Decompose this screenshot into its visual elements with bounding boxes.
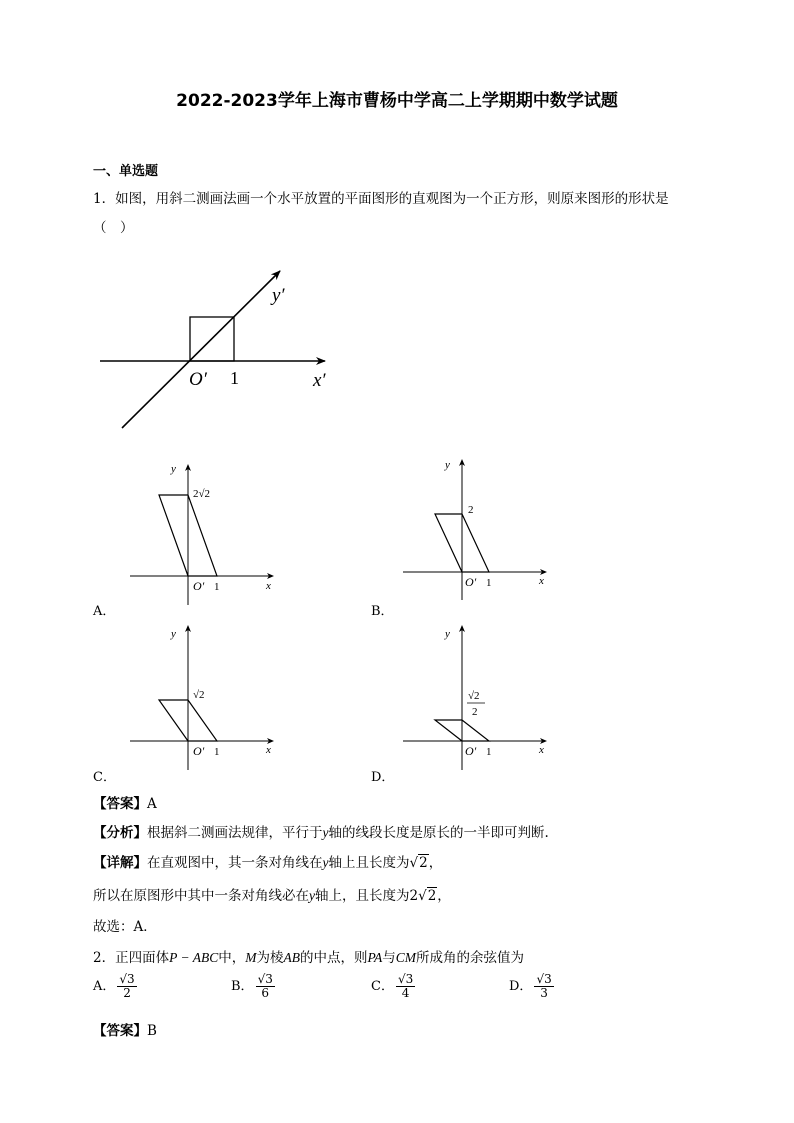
q2-answer: 【答案】B — [93, 1023, 157, 1039]
y-prime-axis — [122, 271, 280, 428]
svg-text:y: y — [171, 628, 176, 640]
option-a-letter: A． — [93, 604, 116, 619]
svg-text:O′: O′ — [193, 579, 205, 593]
svg-text:1: 1 — [214, 581, 220, 593]
svg-text:x: x — [539, 744, 544, 756]
option-d-figure — [398, 620, 553, 775]
q1-detail: 【详解】在直观图中，其一条对角线在y轴上且长度为√2， — [93, 855, 443, 871]
q2-option-b: B． $\frac{√3}{6}$ — [231, 972, 273, 1000]
height-label-a: 2√2 — [193, 488, 211, 500]
q2-option-c: C． $\frac{√3}{4}$ — [371, 972, 414, 1000]
one-label: 1 — [230, 368, 239, 388]
option-b-letter: B． — [371, 604, 394, 619]
q1-stem: 1．如图，用斜二测画法画一个水平放置的平面图形的直观图为一个正方形，则原来图形的形状是 — [93, 191, 669, 207]
x-prime-label: x′ — [313, 370, 326, 391]
option-d-letter: D． — [371, 770, 395, 785]
q2-option-a: A． $\frac{√3}{2}$ — [93, 972, 135, 1000]
q1-paren: （ ） — [93, 220, 134, 236]
q2-option-d: D． $\frac{√3}{3}$ — [509, 972, 552, 1000]
q1-conclusion: 故选：A． — [93, 919, 157, 935]
q1-detail-2: 所以在原图形中其中一条对角线必在y轴上，且长度为2√2， — [93, 888, 451, 904]
svg-text:O′: O′ — [465, 575, 477, 589]
svg-text:y: y — [171, 463, 176, 475]
svg-text:1: 1 — [486, 746, 492, 758]
svg-text:O′: O′ — [193, 744, 205, 758]
svg-text:y: y — [445, 628, 450, 640]
svg-text:1: 1 — [486, 577, 492, 589]
svg-text:x: x — [266, 580, 271, 592]
svg-text:O′: O′ — [465, 744, 477, 758]
q1-main-figure — [95, 265, 340, 435]
origin-label: O′ — [189, 369, 207, 390]
height-label-b: 2 — [468, 504, 474, 516]
option-b-figure — [398, 455, 553, 610]
q1-answer: 【答案】A — [93, 796, 157, 812]
svg-text:y: y — [445, 459, 450, 471]
option-c-figure — [125, 620, 280, 775]
svg-text:1: 1 — [214, 746, 220, 758]
q1-analysis: 【分析】根据斜二测画法规律，平行于y轴的线段长度是原长的一半即可判断. — [93, 825, 549, 841]
option-c-letter: C． — [93, 770, 116, 785]
option-a-figure — [125, 455, 280, 610]
svg-text:x: x — [266, 744, 271, 756]
height-label-c: √2 — [193, 689, 205, 701]
height-label-d-num: √2 — [468, 690, 480, 702]
svg-text:x: x — [539, 575, 544, 587]
y-prime-label: y′ — [272, 285, 285, 306]
section-heading: 一、单选题 — [93, 164, 159, 179]
page-title: 2022-2023学年上海市曹杨中学高二上学期期中数学试题 — [176, 91, 618, 111]
height-label-d-den: 2 — [472, 706, 478, 718]
q2-stem: 2．正四面体P − ABC中，M为棱AB的中点，则PA与CM所成角的余弦值为 — [93, 950, 524, 966]
